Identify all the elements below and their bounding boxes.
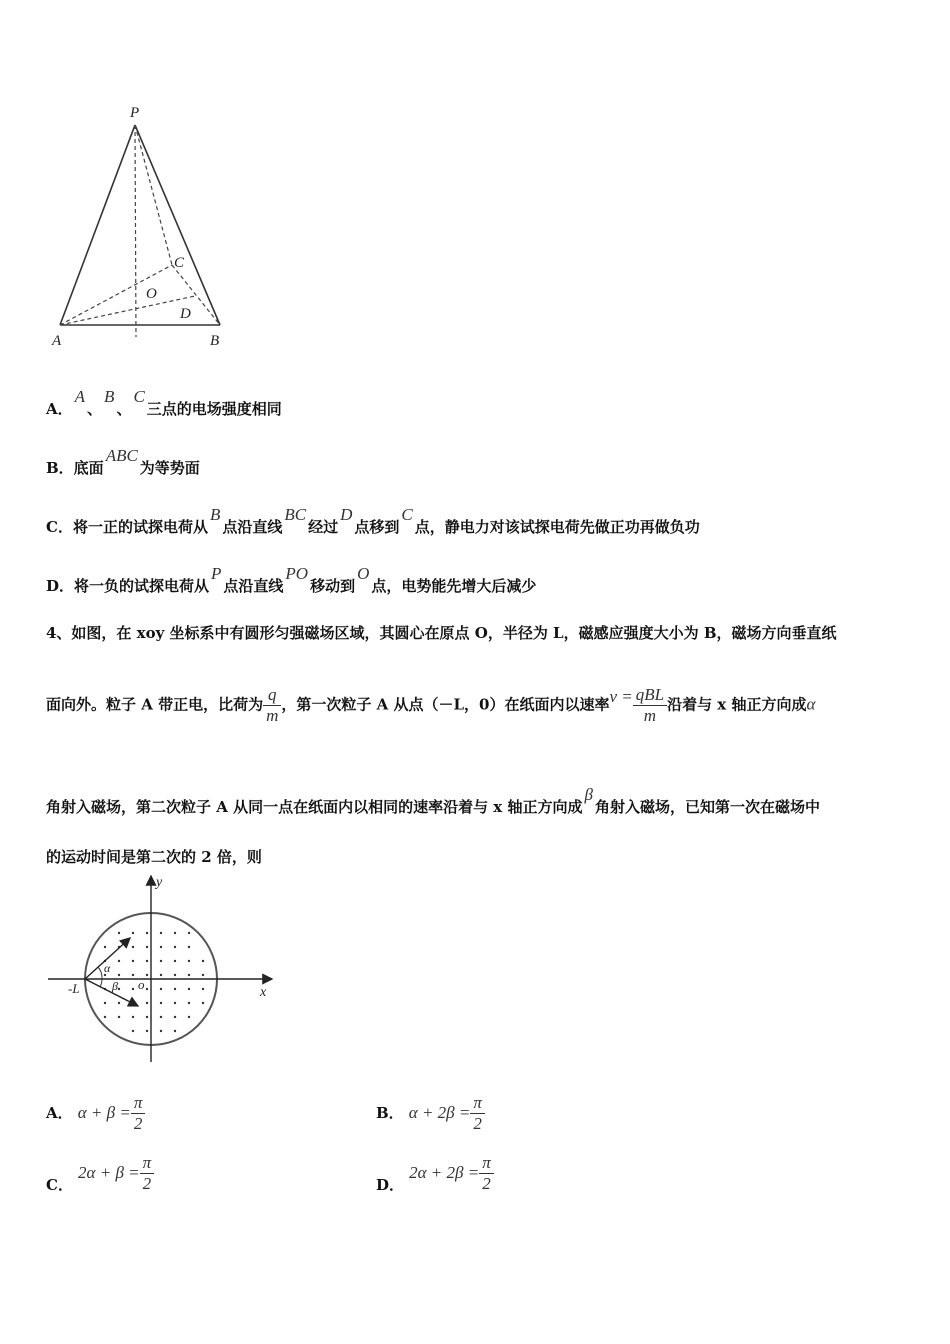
field-dot	[174, 988, 176, 990]
field-dot	[132, 946, 134, 948]
field-dot	[174, 974, 176, 976]
q4-option-b: B． α + 2β = $\frac{\pi}{2}$	[376, 1093, 485, 1134]
q4-option-a: A． α + β = $\frac{\pi}{2}$	[46, 1093, 145, 1134]
alpha-label: α	[104, 961, 111, 975]
charge-mass-ratio: $\frac{q}{m}$	[263, 685, 281, 726]
label-P: P	[130, 105, 140, 121]
q4-stem-line3: 角射入磁场，第二次粒子 A 从同一点在纸面内以相同的速率沿着与 x 轴正方向成β角射入磁场，已知第一次在磁场中	[46, 785, 820, 816]
field-dot	[146, 988, 148, 990]
altitude-PO	[135, 125, 136, 337]
label-O: O	[146, 286, 157, 302]
field-dot	[146, 974, 148, 976]
field-dot	[104, 946, 106, 948]
field-dot	[188, 1016, 190, 1018]
q3-option-d: D．将一负的试探电荷从P点沿直线PO移动到O点，电势能先增大后减少	[46, 564, 537, 595]
field-dot	[202, 974, 204, 976]
field-dot	[146, 1002, 148, 1004]
edge-PC	[135, 125, 172, 265]
q4-stem-line4: 的运动时间是第二次的 2 倍，则	[46, 848, 262, 866]
field-dot	[104, 1002, 106, 1004]
q4-option-d: D． 2α + 2β = $\frac{\pi}{2}$	[376, 1153, 494, 1194]
field-dot	[118, 974, 120, 976]
field-dot	[118, 960, 120, 962]
field-dot	[104, 1016, 106, 1018]
field-dot	[188, 946, 190, 948]
field-dot	[132, 974, 134, 976]
field-dot	[132, 1016, 134, 1018]
field-dot	[188, 1002, 190, 1004]
field-dot	[188, 988, 190, 990]
label-A: A	[52, 333, 62, 349]
field-dot	[118, 1016, 120, 1018]
alpha-arc	[98, 967, 102, 979]
field-dot	[188, 932, 190, 934]
field-dot	[174, 1016, 176, 1018]
field-dot	[202, 1002, 204, 1004]
field-dot	[202, 960, 204, 962]
field-dot	[160, 1030, 162, 1032]
field-dot	[188, 974, 190, 976]
field-dot	[188, 960, 190, 962]
field-dot	[174, 932, 176, 934]
field-dot	[160, 988, 162, 990]
field-dot	[146, 946, 148, 948]
field-dot	[118, 932, 120, 934]
q4-option-c: C． 2α + β = $\frac{\pi}{2}$	[46, 1153, 154, 1194]
tetrahedron-figure	[40, 95, 240, 355]
x-label: x	[260, 985, 267, 1000]
beta-label: β	[112, 979, 118, 993]
q3-option-b: B．底面ABC为等势面	[46, 446, 200, 477]
field-dot	[160, 932, 162, 934]
q3-option-a: A．A、B、C三点的电场强度相同	[46, 387, 282, 418]
field-dot	[160, 974, 162, 976]
field-dot	[132, 988, 134, 990]
field-dot	[132, 960, 134, 962]
field-dot	[160, 946, 162, 948]
label-D: D	[180, 306, 191, 322]
field-dot	[160, 1016, 162, 1018]
field-dot	[160, 960, 162, 962]
field-dot	[146, 1016, 148, 1018]
label-B: B	[210, 333, 220, 349]
q3-option-c: C．将一正的试探电荷从B点沿直线BC经过D点移到C点，静电力对该试探电荷先做正功再做负功	[46, 505, 700, 536]
field-dot	[132, 932, 134, 934]
field-dot	[146, 1030, 148, 1032]
field-dot	[160, 1002, 162, 1004]
median-AD	[60, 296, 195, 325]
field-dot	[118, 988, 120, 990]
magnetic-field-figure	[44, 872, 280, 1072]
field-dot	[174, 946, 176, 948]
q4-stem-line1: 4、如图，在 xoy 坐标系中有圆形匀强磁场区域，其圆心在原点 O，半径为 L，磁感应强度大小为 B，磁场方向垂直纸	[46, 624, 837, 642]
q4-stem-line2: 面向外。粒子 A 带正电，比荷为 $\frac{q}{m}$ ，第一次粒子 A 从点（－L，0）在纸面内以速率v = $\frac{\text{qBL}}{m}$ 沿着与 x 轴正方向成α	[46, 685, 816, 725]
field-dot	[174, 1030, 176, 1032]
origin-label: o	[138, 977, 145, 992]
field-dot	[146, 960, 148, 962]
speed-fraction: $\frac{\text{qBL}}{m}$	[633, 685, 667, 726]
neg-L-label: -L	[68, 981, 80, 996]
field-dot	[174, 1002, 176, 1004]
field-dot	[118, 1002, 120, 1004]
field-dot	[146, 932, 148, 934]
field-dot	[174, 960, 176, 962]
beta-arc	[100, 979, 102, 987]
field-dot	[132, 1030, 134, 1032]
field-dots	[104, 932, 204, 1032]
y-label: y	[156, 875, 163, 890]
label-C: C	[174, 255, 185, 271]
edge-PA	[60, 125, 135, 325]
field-dot	[202, 988, 204, 990]
